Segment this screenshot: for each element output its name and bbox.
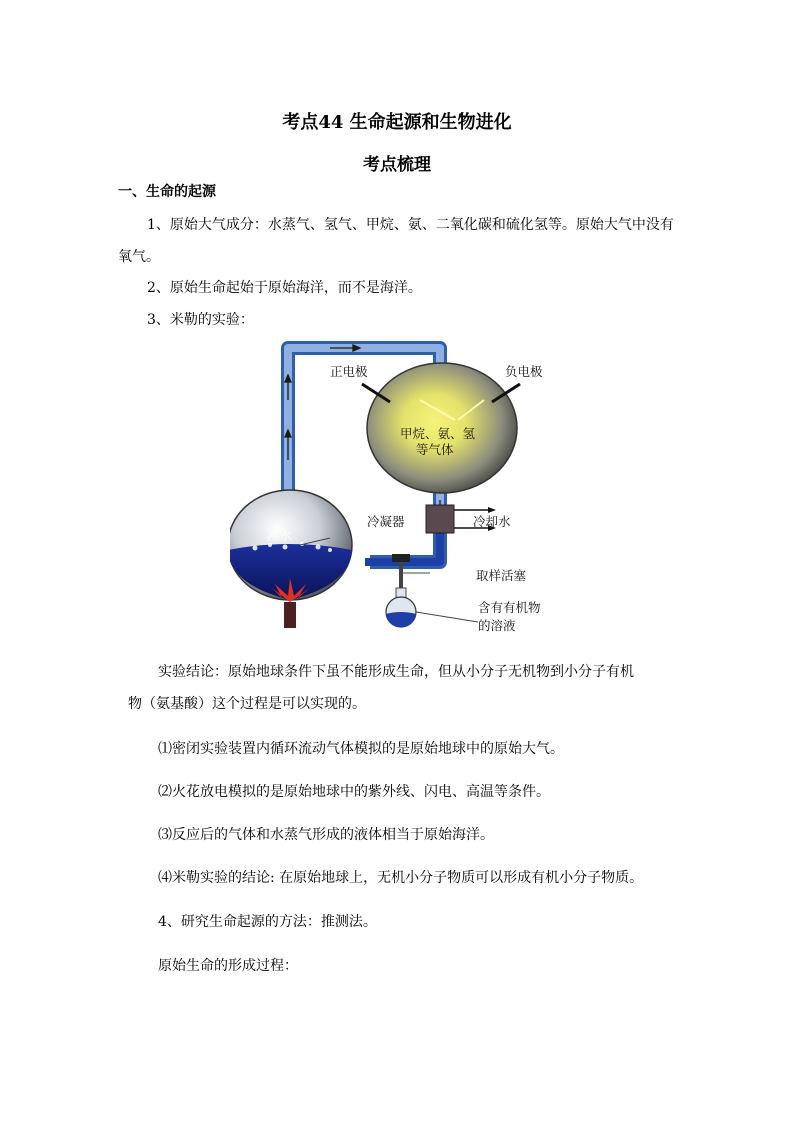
page-subtitle: 考点梳理: [363, 155, 431, 175]
list-item: ⑶反应后的气体和水蒸气形成的液体相当于原始海洋。: [158, 827, 494, 843]
negative-electrode-label: 负电极: [505, 364, 543, 379]
miller-experiment-diagram: [230, 340, 570, 640]
conclusion-text: 实验结论：原始地球条件下虽不能形成生命，但从小分子无机物到小分子有机: [158, 664, 634, 680]
gas-label-line1: 甲烷、氨、氢: [400, 426, 476, 441]
paragraph-atmosphere-cont: 氧气。: [118, 249, 160, 265]
gas-label-line2: 等气体: [416, 442, 454, 457]
collection-flask-icon: [386, 588, 478, 627]
page-title: 考点44 生命起源和生物进化: [282, 112, 512, 133]
condenser-label: 冷凝器: [367, 514, 405, 529]
conclusion-text-cont: 物（氨基酸）这个过程是可以实现的。: [128, 696, 366, 712]
list-item: ⑴密闭实验装置内循环流动气体模拟的是原始地球中的原始大气。: [158, 741, 564, 757]
list-item: ⑵火花放电模拟的是原始地球中的紫外线、闪电、高温等条件。: [158, 784, 550, 800]
paragraph-method: 4、研究生命起源的方法：推测法。: [158, 914, 377, 930]
boiling-water-label: 沸水: [267, 528, 293, 543]
paragraph-formation: 原始生命的形成过程：: [158, 958, 298, 974]
paragraph-origin: 2、原始生命起始于原始海洋，而不是海洋。: [147, 280, 422, 296]
positive-electrode-label: 正电极: [330, 364, 368, 379]
cooling-water-label: 冷却水: [473, 514, 511, 529]
solution-label-line2: 的溶液: [478, 618, 516, 633]
paragraph-miller: 3、米勒的实验：: [147, 312, 254, 328]
section-heading: 一、生命的起源: [118, 184, 216, 200]
solution-label-line1: 含有有机物: [478, 600, 541, 615]
list-item: ⑷米勒实验的结论: 在原始地球上，无机小分子物质可以形成有机小分子物质。: [158, 870, 644, 886]
sampling-valve-label: 取样活塞: [476, 568, 527, 583]
paragraph-atmosphere: 1、原始大气成分：水蒸气、氢气、甲烷、氨、二氧化碳和硫化氢等。原始大气中没有: [147, 217, 674, 233]
